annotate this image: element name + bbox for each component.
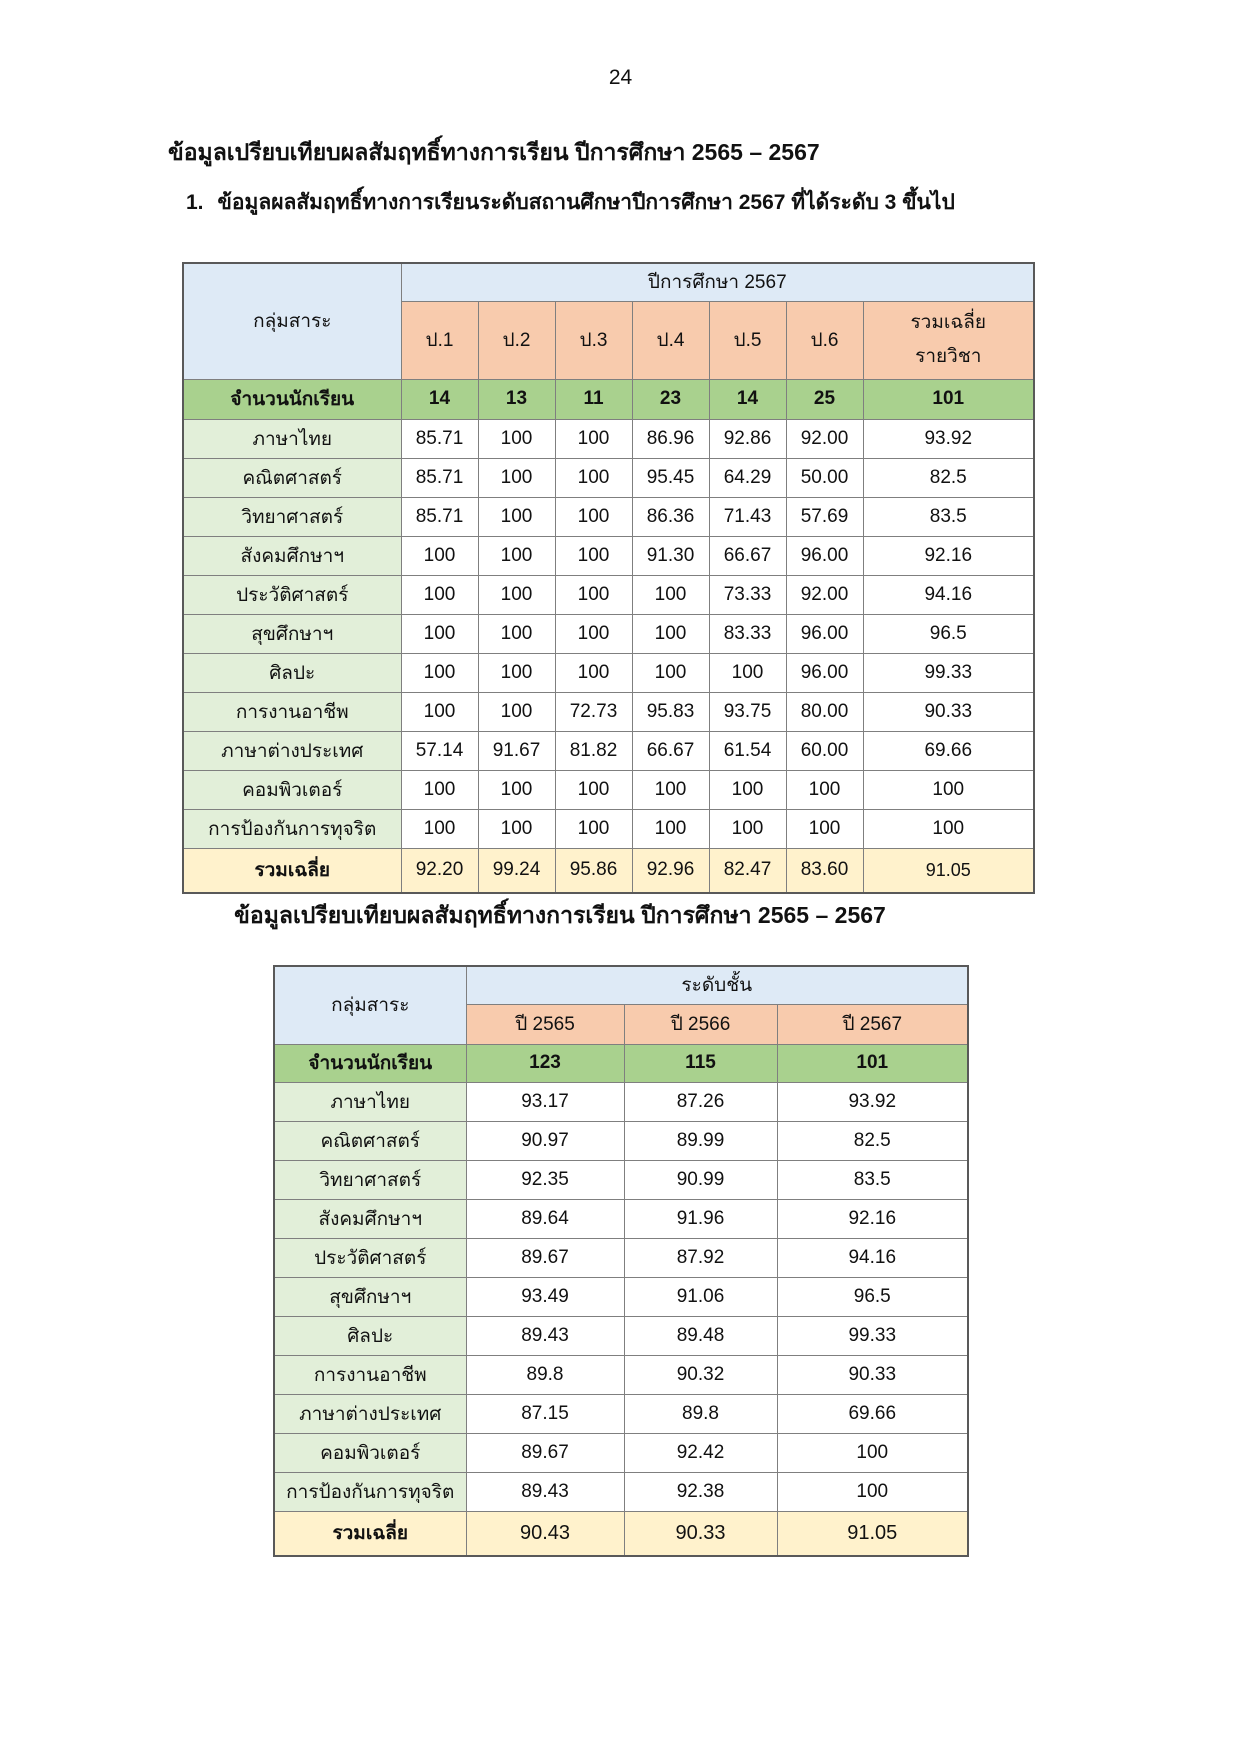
subject-label: สุขศึกษาฯ [274, 1277, 466, 1316]
total-cell: 91.05 [777, 1511, 968, 1556]
score-cell: 100 [401, 536, 478, 575]
score-cell: 90.32 [624, 1355, 777, 1394]
score-cell: 91.06 [624, 1277, 777, 1316]
grade-header-cell: ป.3 [555, 301, 632, 379]
table2-header [274, 966, 968, 1082]
score-cell: 100 [555, 614, 632, 653]
score-cell: 50.00 [786, 458, 863, 497]
score-cell: 82.5 [863, 458, 1034, 497]
score-cell: 100 [478, 458, 555, 497]
score-cell: 93.75 [709, 692, 786, 731]
score-cell: 82.5 [777, 1121, 968, 1160]
score-cell: 100 [555, 809, 632, 848]
section-heading-text: ข้อมูลผลสัมฤทธิ์ทางการเรียนระดับสถานศึกษาปีการศึกษา 2567 ที่ได้ระดับ 3 ขึ้นไป [217, 191, 955, 214]
average-header-line2: รายวิชา [915, 346, 982, 367]
table1-footer [183, 848, 1034, 893]
subject-label: ภาษาต่างประเทศ [183, 731, 401, 770]
total-label: รวมเฉลี่ย [183, 848, 401, 893]
student-count-cell: 115 [624, 1044, 777, 1082]
year-header-cell: ปี 2565 [466, 1004, 624, 1044]
subject-label: สุขศึกษาฯ [183, 614, 401, 653]
student-count-label: จำนวนนักเรียน [274, 1044, 466, 1082]
total-row [274, 1511, 968, 1556]
student-count-label: จำนวนนักเรียน [183, 379, 401, 419]
score-cell: 92.42 [624, 1433, 777, 1472]
score-cell: 100 [401, 575, 478, 614]
subject-row [183, 653, 1034, 692]
score-cell: 92.00 [786, 419, 863, 458]
student-count-cell: 11 [555, 379, 632, 419]
corner-header-cell: กลุ่มสาระ [183, 263, 401, 379]
level-span-header-cell: ระดับชั้น [466, 966, 968, 1004]
score-cell: 92.00 [786, 575, 863, 614]
score-cell: 81.82 [555, 731, 632, 770]
page-number: 24 [608, 66, 633, 89]
score-cell: 61.54 [709, 731, 786, 770]
score-cell: 90.99 [624, 1160, 777, 1199]
subject-row [183, 731, 1034, 770]
subject-row [274, 1472, 968, 1511]
score-cell: 100 [401, 692, 478, 731]
score-cell: 100 [555, 419, 632, 458]
score-cell: 86.96 [632, 419, 709, 458]
section-number: 1. [186, 191, 204, 214]
score-cell: 60.00 [786, 731, 863, 770]
score-cell: 100 [401, 653, 478, 692]
subject-row [183, 536, 1034, 575]
score-cell: 89.67 [466, 1433, 624, 1472]
score-cell: 87.92 [624, 1238, 777, 1277]
score-cell: 100 [401, 614, 478, 653]
subject-label: ศิลปะ [274, 1316, 466, 1355]
score-cell: 100 [478, 497, 555, 536]
score-cell: 100 [863, 809, 1034, 848]
score-cell: 89.64 [466, 1199, 624, 1238]
student-count-cell: 25 [786, 379, 863, 419]
score-cell: 90.97 [466, 1121, 624, 1160]
score-cell: 100 [632, 614, 709, 653]
subject-label: ประวัติศาสตร์ [183, 575, 401, 614]
subject-label: ศิลปะ [183, 653, 401, 692]
score-cell: 90.33 [777, 1355, 968, 1394]
score-cell: 95.45 [632, 458, 709, 497]
student-count-cell: 14 [709, 379, 786, 419]
score-cell: 89.8 [466, 1355, 624, 1394]
grade-header-cell: ป.2 [478, 301, 555, 379]
grade-header-cell: ป.1 [401, 301, 478, 379]
table-row [274, 966, 968, 1004]
subject-label: การป้องกันการทุจริต [183, 809, 401, 848]
score-cell: 83.33 [709, 614, 786, 653]
subject-row [274, 1433, 968, 1472]
score-cell: 95.83 [632, 692, 709, 731]
score-cell: 89.99 [624, 1121, 777, 1160]
score-cell: 93.49 [466, 1277, 624, 1316]
student-count-cell: 13 [478, 379, 555, 419]
average-header-line1: รวมเฉลี่ย [910, 312, 987, 333]
subject-row [183, 809, 1034, 848]
subject-label: การงานอาชีพ [183, 692, 401, 731]
score-cell: 100 [777, 1472, 968, 1511]
main-title: ข้อมูลเปรียบเทียบผลสัมฤทธิ์ทางการเรียน ปีการศึกษา 2565 – 2567 [168, 139, 820, 165]
subject-label: คอมพิวเตอร์ [274, 1433, 466, 1472]
total-label: รวมเฉลี่ย [274, 1511, 466, 1556]
score-cell: 85.71 [401, 497, 478, 536]
subject-row [274, 1160, 968, 1199]
corner-header-cell: กลุ่มสาระ [274, 966, 466, 1044]
subject-label: ภาษาต่างประเทศ [274, 1394, 466, 1433]
total-cell: 92.20 [401, 848, 478, 893]
score-cell: 96.00 [786, 536, 863, 575]
score-cell: 93.92 [777, 1082, 968, 1121]
score-cell: 92.16 [863, 536, 1034, 575]
score-cell: 100 [478, 575, 555, 614]
score-cell: 72.73 [555, 692, 632, 731]
score-cell: 100 [555, 575, 632, 614]
score-cell: 87.26 [624, 1082, 777, 1121]
score-cell: 64.29 [709, 458, 786, 497]
achievement-by-grade-table [182, 262, 1035, 894]
score-cell: 100 [786, 809, 863, 848]
score-cell: 90.33 [863, 692, 1034, 731]
table2-subject-rows [274, 1082, 968, 1511]
score-cell: 66.67 [632, 731, 709, 770]
subject-label: การป้องกันการทุจริต [274, 1472, 466, 1511]
score-cell: 100 [478, 419, 555, 458]
score-cell: 100 [863, 770, 1034, 809]
total-cell: 83.60 [786, 848, 863, 893]
table1-header [183, 263, 1034, 419]
score-cell: 92.38 [624, 1472, 777, 1511]
subject-row [274, 1199, 968, 1238]
table1-subject-rows [183, 419, 1034, 848]
student-count-cell: 14 [401, 379, 478, 419]
year-header-cell: ปี 2566 [624, 1004, 777, 1044]
score-cell: 69.66 [863, 731, 1034, 770]
score-cell: 100 [401, 770, 478, 809]
total-cell: 92.96 [632, 848, 709, 893]
year-header-cell: ปี 2567 [777, 1004, 968, 1044]
score-cell: 100 [555, 458, 632, 497]
subject-label: ภาษาไทย [274, 1082, 466, 1121]
score-cell: 94.16 [777, 1238, 968, 1277]
score-cell: 80.00 [786, 692, 863, 731]
score-cell: 100 [478, 614, 555, 653]
score-cell: 96.00 [786, 614, 863, 653]
score-cell: 93.92 [863, 419, 1034, 458]
score-cell: 92.86 [709, 419, 786, 458]
score-cell: 83.5 [777, 1160, 968, 1199]
score-cell: 69.66 [777, 1394, 968, 1433]
subject-row [183, 770, 1034, 809]
score-cell: 100 [632, 770, 709, 809]
score-cell: 89.67 [466, 1238, 624, 1277]
subject-label: วิทยาศาสตร์ [274, 1160, 466, 1199]
score-cell: 73.33 [709, 575, 786, 614]
score-cell: 89.43 [466, 1316, 624, 1355]
subject-label: คณิตศาสตร์ [274, 1121, 466, 1160]
subject-row [183, 497, 1034, 536]
comparison-title: ข้อมูลเปรียบเทียบผลสัมฤทธิ์ทางการเรียน ปีการศึกษา 2565 – 2567 [234, 902, 886, 928]
score-cell: 86.36 [632, 497, 709, 536]
total-cell: 82.47 [709, 848, 786, 893]
subject-label: การงานอาชีพ [274, 1355, 466, 1394]
score-cell: 96.5 [863, 614, 1034, 653]
student-count-cell: 23 [632, 379, 709, 419]
subject-row [183, 575, 1034, 614]
student-count-cell: 101 [777, 1044, 968, 1082]
achievement-comparison-table [273, 965, 969, 1557]
subject-label: คอมพิวเตอร์ [183, 770, 401, 809]
score-cell: 87.15 [466, 1394, 624, 1433]
score-cell: 100 [777, 1433, 968, 1472]
total-row [183, 848, 1034, 893]
year-span-header-cell: ปีการศึกษา 2567 [401, 263, 1034, 301]
subject-label: คณิตศาสตร์ [183, 458, 401, 497]
score-cell: 57.69 [786, 497, 863, 536]
score-cell: 99.33 [863, 653, 1034, 692]
student-count-cell: 123 [466, 1044, 624, 1082]
student-count-row [274, 1044, 968, 1082]
subject-row [274, 1316, 968, 1355]
score-cell: 100 [401, 809, 478, 848]
table-row [183, 263, 1034, 301]
score-cell: 93.17 [466, 1082, 624, 1121]
grade-header-cell: ป.5 [709, 301, 786, 379]
grade-header-cell: ป.4 [632, 301, 709, 379]
grade-header-cell: ป.6 [786, 301, 863, 379]
score-cell: 85.71 [401, 419, 478, 458]
total-cell: 90.43 [466, 1511, 624, 1556]
score-cell: 100 [478, 692, 555, 731]
table2-footer [274, 1511, 968, 1556]
subject-label: ประวัติศาสตร์ [274, 1238, 466, 1277]
subject-row [274, 1121, 968, 1160]
subject-label: สังคมศึกษาฯ [183, 536, 401, 575]
score-cell: 100 [478, 653, 555, 692]
score-cell: 100 [632, 653, 709, 692]
score-cell: 71.43 [709, 497, 786, 536]
subject-row [183, 614, 1034, 653]
score-cell: 99.33 [777, 1316, 968, 1355]
score-cell: 85.71 [401, 458, 478, 497]
score-cell: 100 [709, 809, 786, 848]
total-cell: 91.05 [863, 848, 1034, 893]
score-cell: 96.5 [777, 1277, 968, 1316]
student-count-row [183, 379, 1034, 419]
score-cell: 91.67 [478, 731, 555, 770]
score-cell: 92.35 [466, 1160, 624, 1199]
subject-row [183, 692, 1034, 731]
score-cell: 100 [478, 809, 555, 848]
total-cell: 99.24 [478, 848, 555, 893]
score-cell: 100 [632, 575, 709, 614]
section-heading [186, 186, 955, 219]
total-cell: 90.33 [624, 1511, 777, 1556]
score-cell: 100 [478, 770, 555, 809]
score-cell: 57.14 [401, 731, 478, 770]
score-cell: 89.48 [624, 1316, 777, 1355]
score-cell: 66.67 [709, 536, 786, 575]
score-cell: 100 [555, 653, 632, 692]
subject-row [274, 1394, 968, 1433]
subject-row [183, 458, 1034, 497]
subject-label: ภาษาไทย [183, 419, 401, 458]
score-cell: 94.16 [863, 575, 1034, 614]
score-cell: 89.43 [466, 1472, 624, 1511]
score-cell: 91.30 [632, 536, 709, 575]
subject-row [274, 1277, 968, 1316]
score-cell: 100 [478, 536, 555, 575]
score-cell: 91.96 [624, 1199, 777, 1238]
average-header-cell [863, 301, 1034, 379]
subject-label: สังคมศึกษาฯ [274, 1199, 466, 1238]
total-cell: 95.86 [555, 848, 632, 893]
score-cell: 92.16 [777, 1199, 968, 1238]
subject-row [274, 1082, 968, 1121]
subject-row [183, 419, 1034, 458]
subject-row [274, 1238, 968, 1277]
subject-row [274, 1355, 968, 1394]
score-cell: 89.8 [624, 1394, 777, 1433]
score-cell: 100 [555, 497, 632, 536]
score-cell: 100 [709, 770, 786, 809]
score-cell: 100 [709, 653, 786, 692]
score-cell: 100 [632, 809, 709, 848]
score-cell: 100 [555, 770, 632, 809]
score-cell: 100 [786, 770, 863, 809]
score-cell: 83.5 [863, 497, 1034, 536]
subject-label: วิทยาศาสตร์ [183, 497, 401, 536]
student-count-cell: 101 [863, 379, 1034, 419]
score-cell: 100 [555, 536, 632, 575]
score-cell: 96.00 [786, 653, 863, 692]
